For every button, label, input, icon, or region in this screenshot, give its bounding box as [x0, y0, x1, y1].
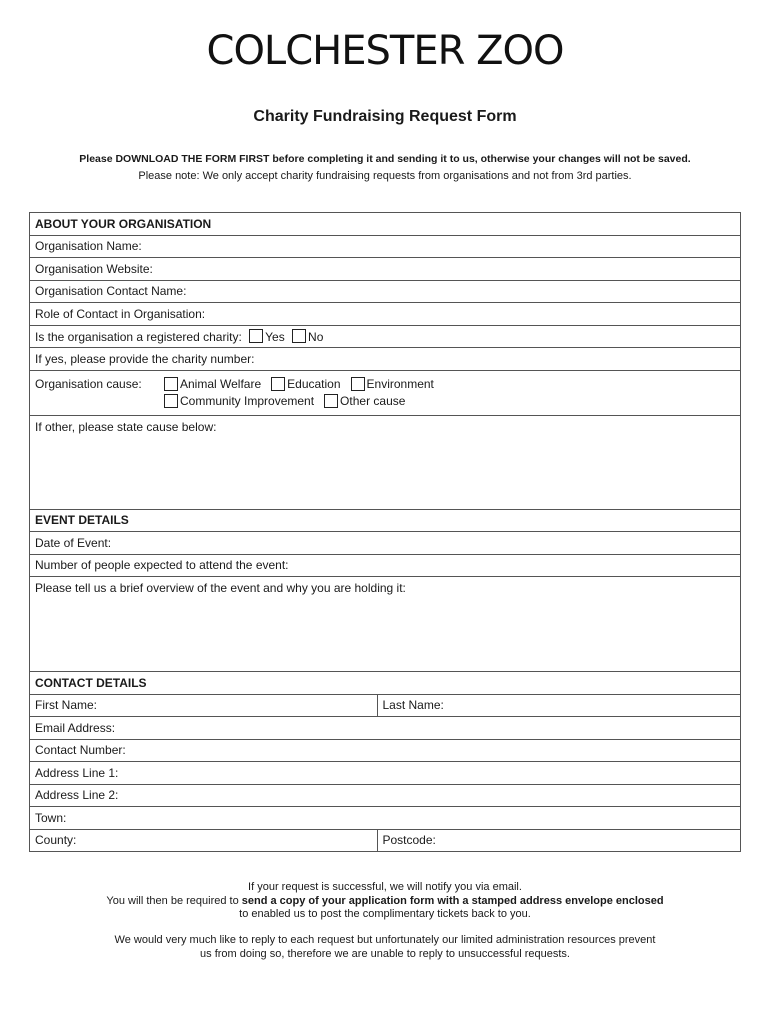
field-charity-number[interactable]: If yes, please provide the charity number: [30, 348, 741, 371]
colchester-zoo-logo: COLCHESTER ZOO [206, 28, 564, 74]
yes-checkbox[interactable] [249, 329, 263, 343]
field-other-cause[interactable]: If other, please state cause below: [30, 415, 741, 509]
field-event-overview[interactable]: Please tell us a brief overview of the event and why you are holding it: [30, 577, 741, 672]
registered-charity-label: Is the organisation a registered charity: [35, 329, 242, 344]
footer-line [0, 895, 770, 909]
field-email[interactable]: Email Address: [30, 717, 741, 740]
form-title: Charity Fundraising Request Form [253, 108, 517, 125]
field-organisation-name[interactable]: Organisation Name: [30, 235, 741, 258]
section-header-contact: CONTACT DETAILS [30, 672, 741, 695]
cause-option-label: Animal Welfare [180, 377, 262, 391]
education-checkbox[interactable] [271, 377, 285, 391]
footer-text: You will then be required to [106, 894, 242, 907]
cause-option-label: Other cause [340, 394, 406, 408]
field-first-name[interactable]: First Name: [30, 694, 378, 717]
field-contact-name[interactable]: Organisation Contact Name: [30, 280, 741, 303]
footer-line: If your request is successful, we will notify you via email. [248, 881, 522, 893]
download-notice: Please DOWNLOAD THE FORM FIRST before completing it and sending it to us, otherwise your changes will not be saved. [79, 153, 691, 165]
other-cause-checkbox[interactable] [324, 394, 338, 408]
field-last-name[interactable]: Last Name: [377, 694, 741, 717]
footer-line: us from doing so, therefore we are unable to reply to unsuccessful requests. [200, 947, 570, 960]
field-address-line-1[interactable]: Address Line 1: [30, 762, 741, 785]
no-checkbox[interactable] [292, 329, 306, 343]
field-address-line-2[interactable]: Address Line 2: [30, 784, 741, 807]
thirdparty-notice: Please note: We only accept charity fundraising requests from organisations and not from 3rd parties. [138, 170, 632, 182]
yes-label: Yes [265, 329, 285, 344]
field-county[interactable]: County: [30, 829, 378, 852]
field-postcode[interactable]: Postcode: [377, 829, 741, 852]
section-header-event: EVENT DETAILS [30, 509, 741, 532]
field-attendees[interactable]: Number of people expected to attend the event: [30, 554, 741, 577]
section-header-about: ABOUT YOUR ORGANISATION [30, 213, 741, 236]
environment-checkbox[interactable] [351, 377, 365, 391]
footer-line: We would very much like to reply to each request but unfortunately our limited administration resources prevent [114, 934, 656, 946]
field-contact-number[interactable]: Contact Number: [30, 739, 741, 762]
footer-reply-notice [0, 934, 770, 961]
cause-option-label: Environment [366, 377, 434, 391]
no-label: No [308, 329, 324, 344]
footer-success-notice [0, 881, 770, 922]
community-improvement-checkbox[interactable] [164, 394, 178, 408]
field-event-date[interactable]: Date of Event: [30, 532, 741, 555]
cause-option-label: Education [287, 377, 341, 391]
footer-emphasis: send a copy of your application form with a stamped address envelope enclosed [241, 894, 664, 907]
request-form-table [29, 212, 741, 852]
cause-label: Organisation cause: [35, 377, 142, 391]
cause-option-label: Community Improvement [180, 394, 315, 408]
field-registered-charity [30, 325, 741, 348]
field-town[interactable]: Town: [30, 807, 741, 830]
field-organisation-cause [30, 370, 741, 415]
field-contact-role[interactable]: Role of Contact in Organisation: [30, 303, 741, 326]
footer-line: to enabled us to post the complimentary tickets back to you. [239, 908, 531, 920]
animal-welfare-checkbox[interactable] [164, 377, 178, 391]
field-organisation-website[interactable]: Organisation Website: [30, 258, 741, 281]
